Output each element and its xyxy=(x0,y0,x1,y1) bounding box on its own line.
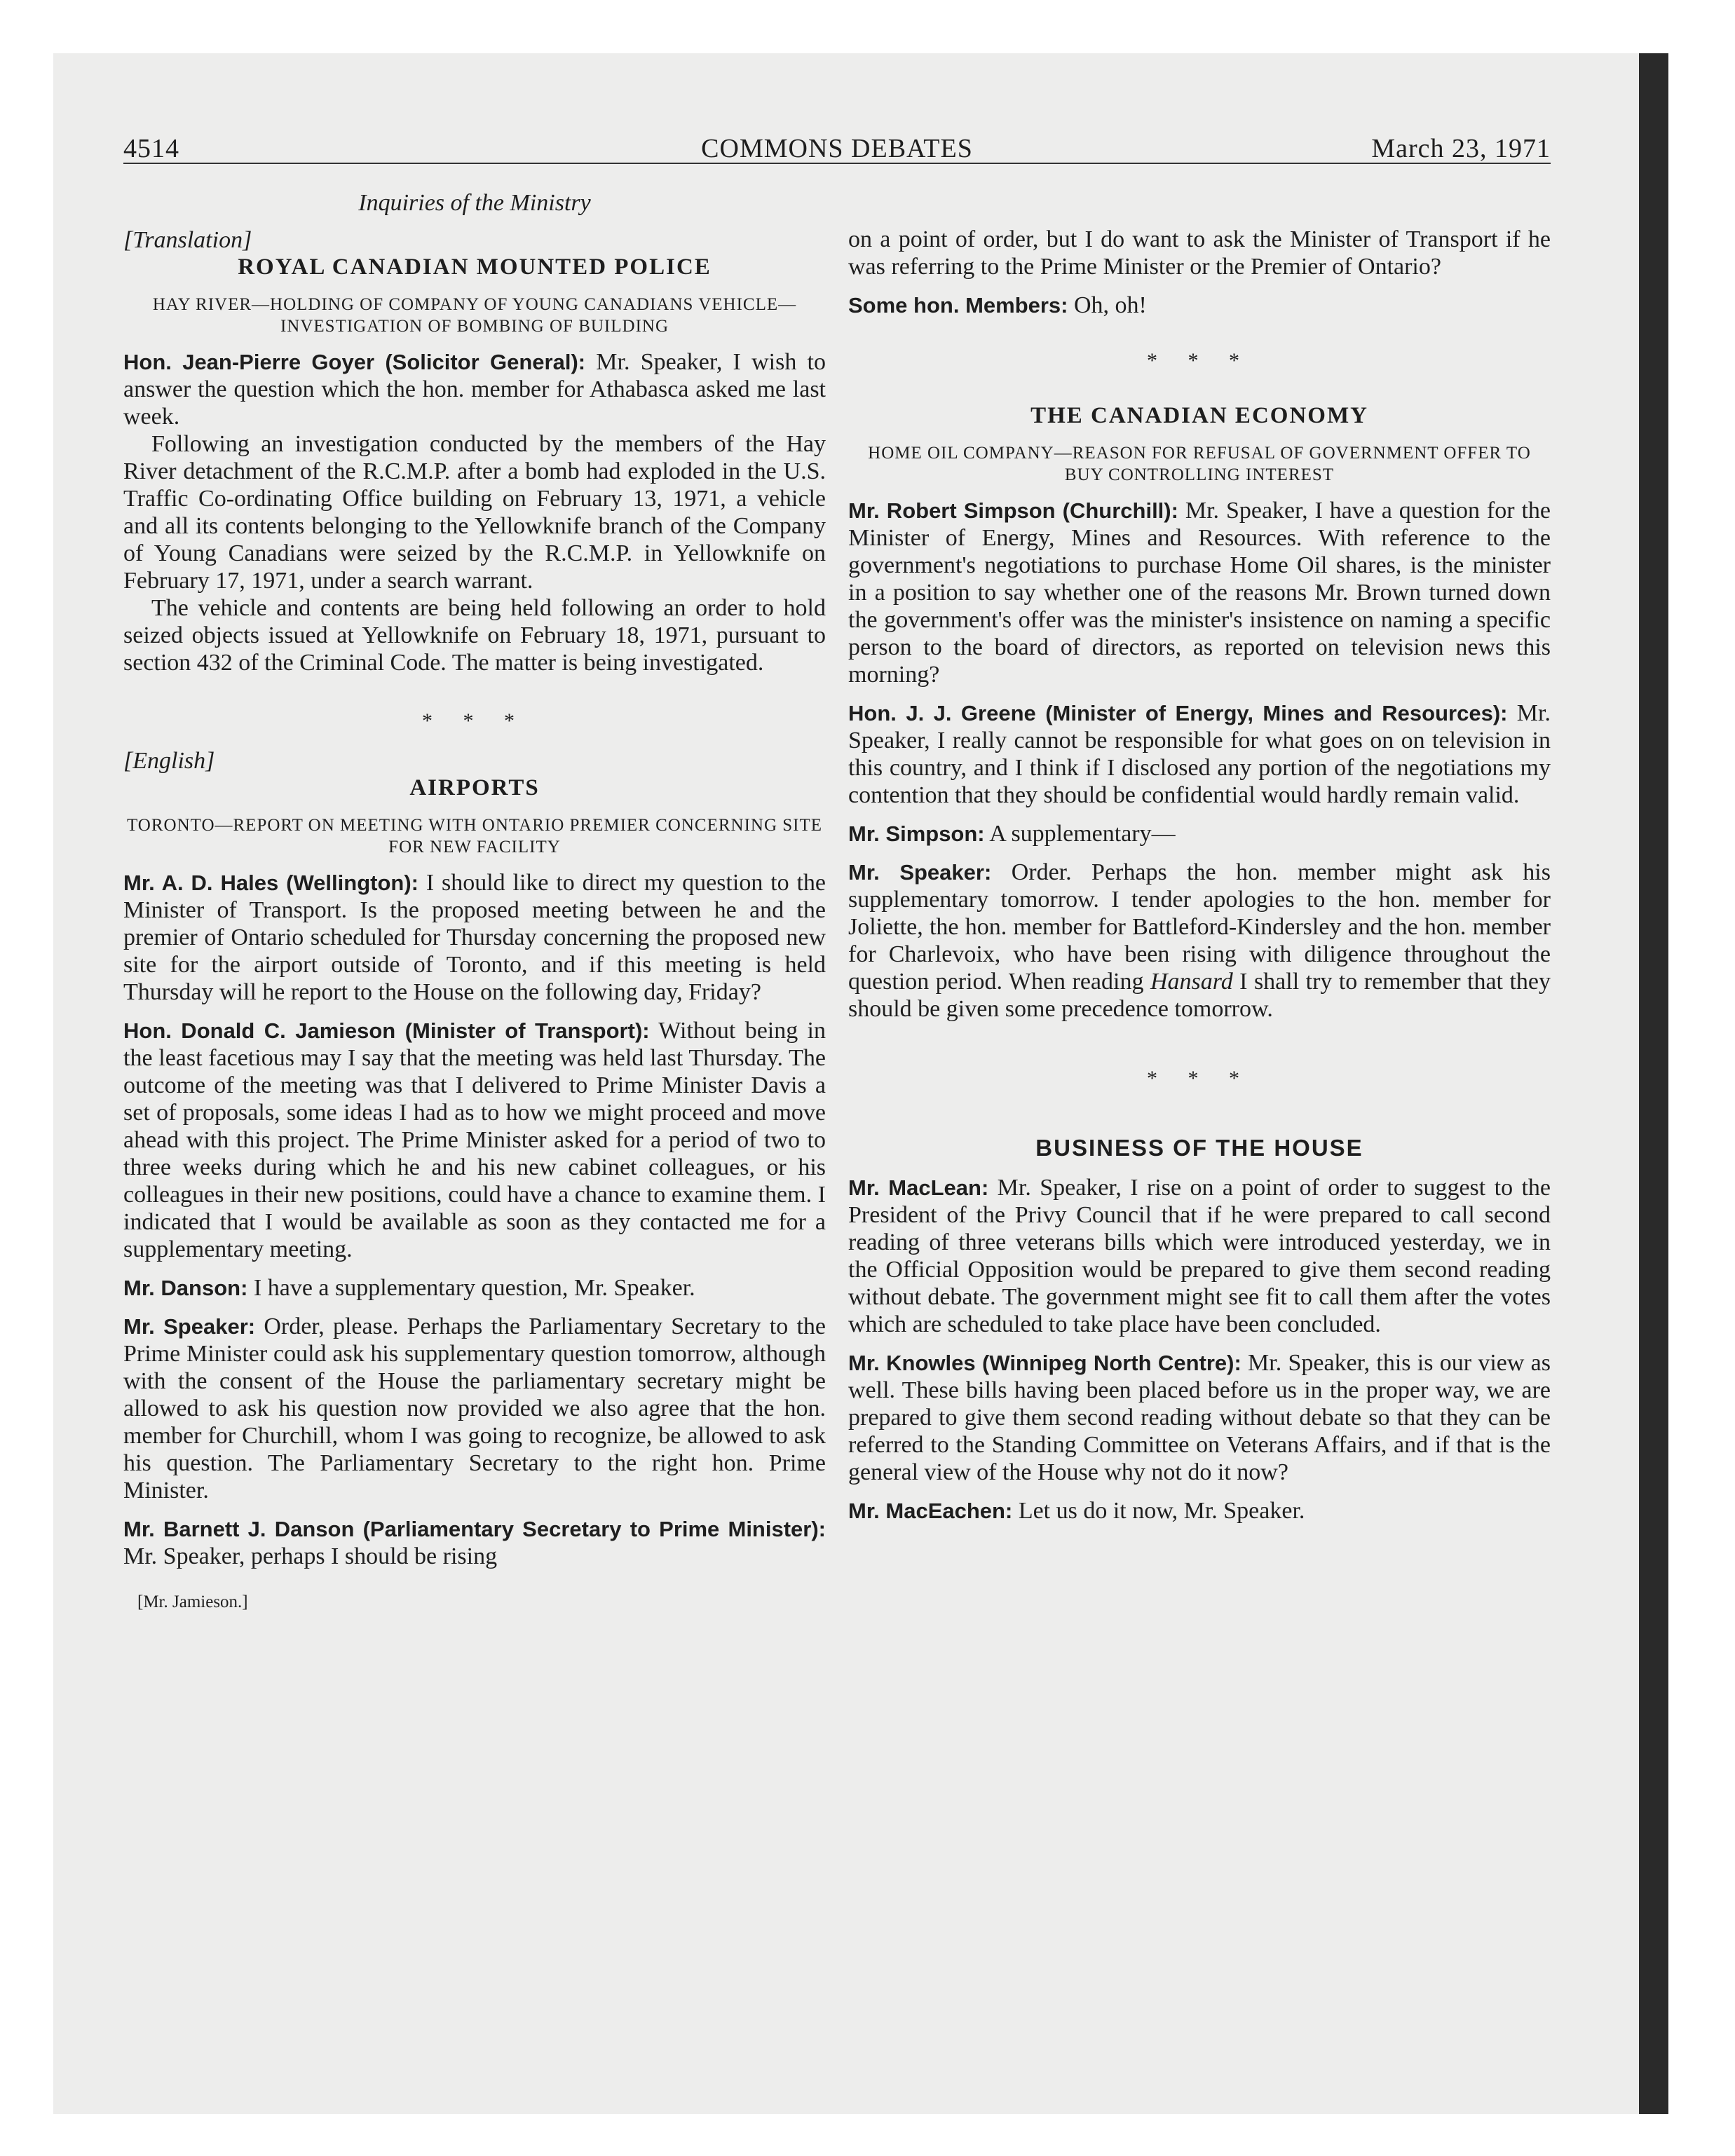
speech-text: Mr. Speaker, I wish to answer the question which the hon. member for Athabasca asked me last week. xyxy=(123,349,826,430)
section-separator: * * * xyxy=(422,709,527,732)
page-header xyxy=(123,130,1551,167)
page-number: 4514 xyxy=(123,134,179,163)
speaker-name: Mr. A. D. Hales (Wellington): xyxy=(123,871,419,895)
speech-text: I shall try to remember that they should be given some precedence tomorrow. xyxy=(848,969,1551,1022)
speech-paragraph xyxy=(848,859,1551,1023)
speech-text: Mr. Speaker, I rise on a point of order to suggest to the President of the Privy Council that if he were prepared to call second reading of three veterans bills which were introduced yesterday, we in the Official Opposition would be prepared to give them second reading without debate. The government might see fit to call them after the votes which are scheduled to take place have been concluded. xyxy=(848,1175,1551,1337)
speech-text: Mr. Speaker, I really cannot be responsible for what goes on on television in this country, and I think if I disclosed any portion of the negotiations my contention that they should be confidential would hardly remain valid. xyxy=(848,700,1551,808)
section-heading: BUSINESS OF THE HOUSE xyxy=(1035,1135,1363,1161)
speech-paragraph: on a point of order, but I do want to ask the Minister of Transport if he was referring to the Prime Minister or the Premier of Ontario? xyxy=(848,226,1551,280)
speech-paragraph xyxy=(848,1349,1551,1486)
speech-paragraph: The vehicle and contents are being held following an order to hold seized objects issued at Yellowknife on February 18, 1971, pursuant to section 432 of the Criminal Code. The matter is being investigated. xyxy=(123,595,826,676)
header-rule xyxy=(123,163,1551,164)
section-heading: THE CANADIAN ECONOMY xyxy=(1030,403,1368,428)
right-column xyxy=(848,226,1551,1524)
speaker-name: Mr. Robert Simpson (Churchill): xyxy=(848,498,1178,523)
left-column xyxy=(123,189,826,1633)
speaker-name: Mr. MacEachen: xyxy=(848,1499,1013,1523)
section-separator: * * * xyxy=(1147,349,1252,372)
speaker-name: Mr. Danson: xyxy=(123,1276,248,1300)
speech-paragraph xyxy=(848,292,1551,319)
speaker-name: Mr. Simpson: xyxy=(848,821,985,846)
speaker-name: Hon. J. J. Greene (Minister of Energy, Mines and Resources): xyxy=(848,701,1508,725)
running-head: Inquiries of the Ministry xyxy=(358,190,591,216)
speech-paragraph xyxy=(123,1017,826,1263)
speaker-name: Mr. Knowles (Winnipeg North Centre): xyxy=(848,1351,1241,1375)
speech-paragraph xyxy=(848,1174,1551,1338)
speech-paragraph xyxy=(848,497,1551,688)
speech-text: Mr. Speaker, this is our view as well. These bills having been placed before us in the proper way, we are prepared to give them second reading without debate so that they can be referred to the Standing Committee on Veterans Affairs, and if that is the general view of the House why not do it now? xyxy=(848,1350,1551,1485)
speech-text: Let us do it now, Mr. Speaker. xyxy=(1012,1498,1305,1524)
speaker-name: Mr. Speaker: xyxy=(848,860,992,885)
speech-paragraph xyxy=(848,700,1551,809)
speaker-name: Mr. Speaker: xyxy=(123,1314,256,1339)
speech-paragraph xyxy=(123,1515,826,1570)
speech-text: Mr. Speaker, perhaps I should be rising xyxy=(123,1543,498,1569)
speech-text: I have a supplementary question, Mr. Speaker. xyxy=(247,1275,695,1301)
speech-paragraph xyxy=(848,820,1551,847)
speech-text: Order. Perhaps the hon. member might ask his supplementary tomorrow. I tender apologies to the hon. member for Joliette, the hon. member for Battleford-Kindersley and the hon. member for Charlevoix, who have been rising with diligence throughout the question period. When reading xyxy=(848,859,1551,995)
speaker-name: Mr. MacLean: xyxy=(848,1175,989,1200)
section-heading: ROYAL CANADIAN MOUNTED POLICE xyxy=(238,254,712,280)
speech-paragraph xyxy=(848,1497,1551,1524)
speech-paragraph xyxy=(123,869,826,1006)
section-separator: * * * xyxy=(1147,1067,1252,1090)
speaker-name: Some hon. Members: xyxy=(848,293,1068,318)
speech-text: Without being in the least facetious may I say that the meeting was held last Thursday. The outcome of the meeting was that I delivered to Prime Minister Davis a set of proposals, some ideas I had as to how we might proceed and move ahead with this project. The Prime Minister asked for a period of two to three weeks during which he and his new cabinet colleagues, or his colleagues in their new positions, could have a chance to examine them. I indicated that I would be available as soon as they contacted me for a supplementary meeting. xyxy=(123,1018,826,1262)
binding-edge xyxy=(1639,53,1668,2114)
speech-paragraph xyxy=(123,348,826,430)
language-marker: [Translation] xyxy=(123,227,252,253)
section-subheading: HAY RIVER—HOLDING OF COMPANY OF YOUNG CANADIANS VEHICLE—INVESTIGATION OF BOMBING OF BUILDING xyxy=(152,295,797,336)
section-subheading: TORONTO—REPORT ON MEETING WITH ONTARIO PREMIER CONCERNING SITE FOR NEW FACILITY xyxy=(126,816,823,857)
speaker-name: Hon. Jean-Pierre Goyer (Solicitor General): xyxy=(123,350,586,374)
speaker-name: Hon. Donald C. Jamieson (Minister of Transport): xyxy=(123,1018,650,1043)
speech-text: Mr. Speaker, I have a question for the Minister of Energy, Mines and Resources. With reference to the government's negotiations to purchase Home Oil shares, is the minister in a position to say whether one of the reasons Mr. Brown turned down the government's offer was the minister's insistence on naming a specific person to the board of directors, as reported on television news this morning? xyxy=(848,498,1551,688)
publication-title: COMMONS DEBATES xyxy=(701,134,973,163)
speech-text: Oh, oh! xyxy=(1068,292,1147,318)
speaker-name: Mr. Barnett J. Danson (Parliamentary Secretary to Prime Minister): xyxy=(123,1517,826,1541)
speech-text: I should like to direct my question to the Minister of Transport. Is the proposed meeting between he and the premier of Ontario scheduled for Thursday concerning the proposed new site for the airport outside of Toronto, and if this meeting is held Thursday will he report to the House on the following day, Friday? xyxy=(123,870,826,1005)
speech-paragraph: Following an investigation conducted by the members of the Hay River detachment of the R.C.M.P. after a bomb had exploded in the U.S. Traffic Co-ordinating Office building on February 13, 1971, a vehicle and all its contents belonging to the Yellowknife branch of the Company of Young Canadians were seized by the R.C.M.P. in Yellowknife on February 17, 1971, under a search warrant. xyxy=(123,431,826,594)
page-date: March 23, 1971 xyxy=(1371,134,1551,163)
language-marker: [English] xyxy=(123,748,215,774)
speech-paragraph xyxy=(123,1313,826,1504)
section-heading: AIRPORTS xyxy=(409,775,540,800)
hansard-title: Hansard xyxy=(1150,969,1233,995)
speech-text: Order, please. Perhaps the Parliamentary Secretary to the Prime Minister could ask his supplementary question tomorrow, although with the consent of the House the parliamentary secretary might be allowed to ask his question now provided we also agree that the hon. member for Churchill, whom I was going to recognize, be allowed to ask his question. The Parliamentary Secretary to the right hon. Prime Minister. xyxy=(123,1314,826,1503)
speech-paragraph xyxy=(123,1274,826,1302)
page-footnote: [Mr. Jamieson.] xyxy=(137,1592,248,1611)
speech-text: A supplementary— xyxy=(984,821,1176,847)
section-subheading: HOME OIL COMPANY—REASON FOR REFUSAL OF GOVERNMENT OFFER TO BUY CONTROLLING INTEREST xyxy=(868,444,1531,484)
